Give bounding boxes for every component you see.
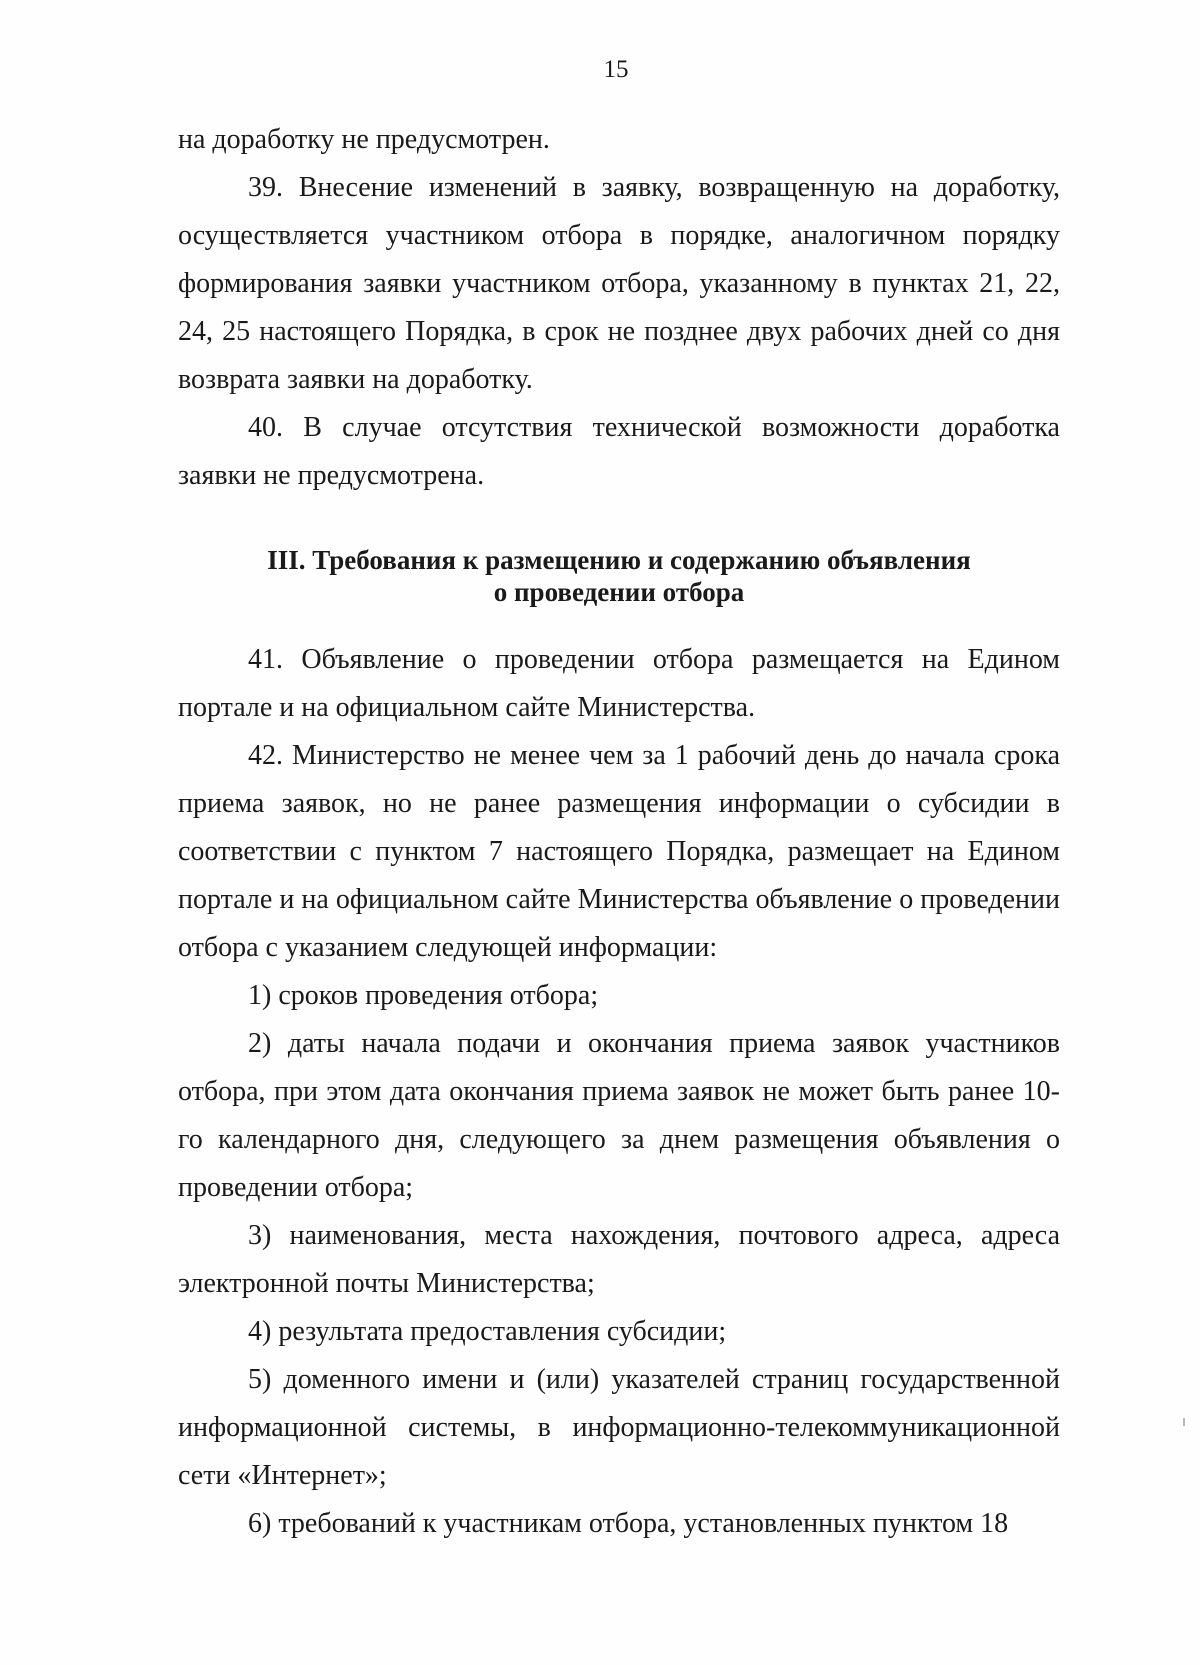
section-heading-line1: III. Требования к размещению и содержанию объявления <box>267 545 971 575</box>
paragraph-42: 42. Министерство не менее чем за 1 рабочий день до начала срока приема заявок, но не ранее размещения информации о субсидии в соответствии с пунктом 7 настоящего Порядка, размещает на Едином портале и на официальном сайте Министерства объявление о проведении отбора с указанием следующей информации: <box>178 740 1060 963</box>
list-item-5: 5) доменного имени и (или) указателей страниц государственной информационной системы, в информационно-телекоммуникационной сети «Интернет»; <box>178 1364 1060 1491</box>
document-body <box>178 116 1060 1548</box>
list-item-2: 2) даты начала подачи и окончания приема заявок участников отбора, при этом дата окончания приема заявок не может быть ранее 10-го календарного дня, следующего за днем размещения объявления о проведении отбора; <box>178 1028 1060 1203</box>
list-item-6: 6) требований к участникам отбора, установленных пунктом 18 <box>248 1508 1009 1539</box>
section-heading <box>178 544 1060 608</box>
page-number: 15 <box>603 56 629 83</box>
paragraph-39: 39. Внесение изменений в заявку, возвращенную на доработку, осуществляется участником отбора в порядке, аналогичном порядку формирования заявки участником отбора, указанному в пунктах 21, 22, 24, 25 настоящего Порядка, в срок не позднее двух рабочих дней со дня возврата заявки на доработку. <box>178 172 1060 395</box>
paragraph-40: 40. В случае отсутствия технической возможности доработка заявки не предусмотрена. <box>178 412 1060 491</box>
section-heading-line2: о проведении отбора <box>493 577 745 607</box>
list-item-3: 3) наименования, места нахождения, почтового адреса, адреса электронной почты Министерства; <box>178 1220 1060 1299</box>
scan-mark <box>1183 1418 1185 1426</box>
paragraph-41: 41. Объявление о проведении отбора размещается на Едином портале и на официальном сайте Министерства. <box>178 644 1060 723</box>
list-item-1: 1) сроков проведения отбора; <box>248 980 599 1011</box>
paragraph-continuation: на доработку не предусмотрен. <box>178 124 550 155</box>
list-item-4: 4) результата предоставления субсидии; <box>248 1316 727 1347</box>
